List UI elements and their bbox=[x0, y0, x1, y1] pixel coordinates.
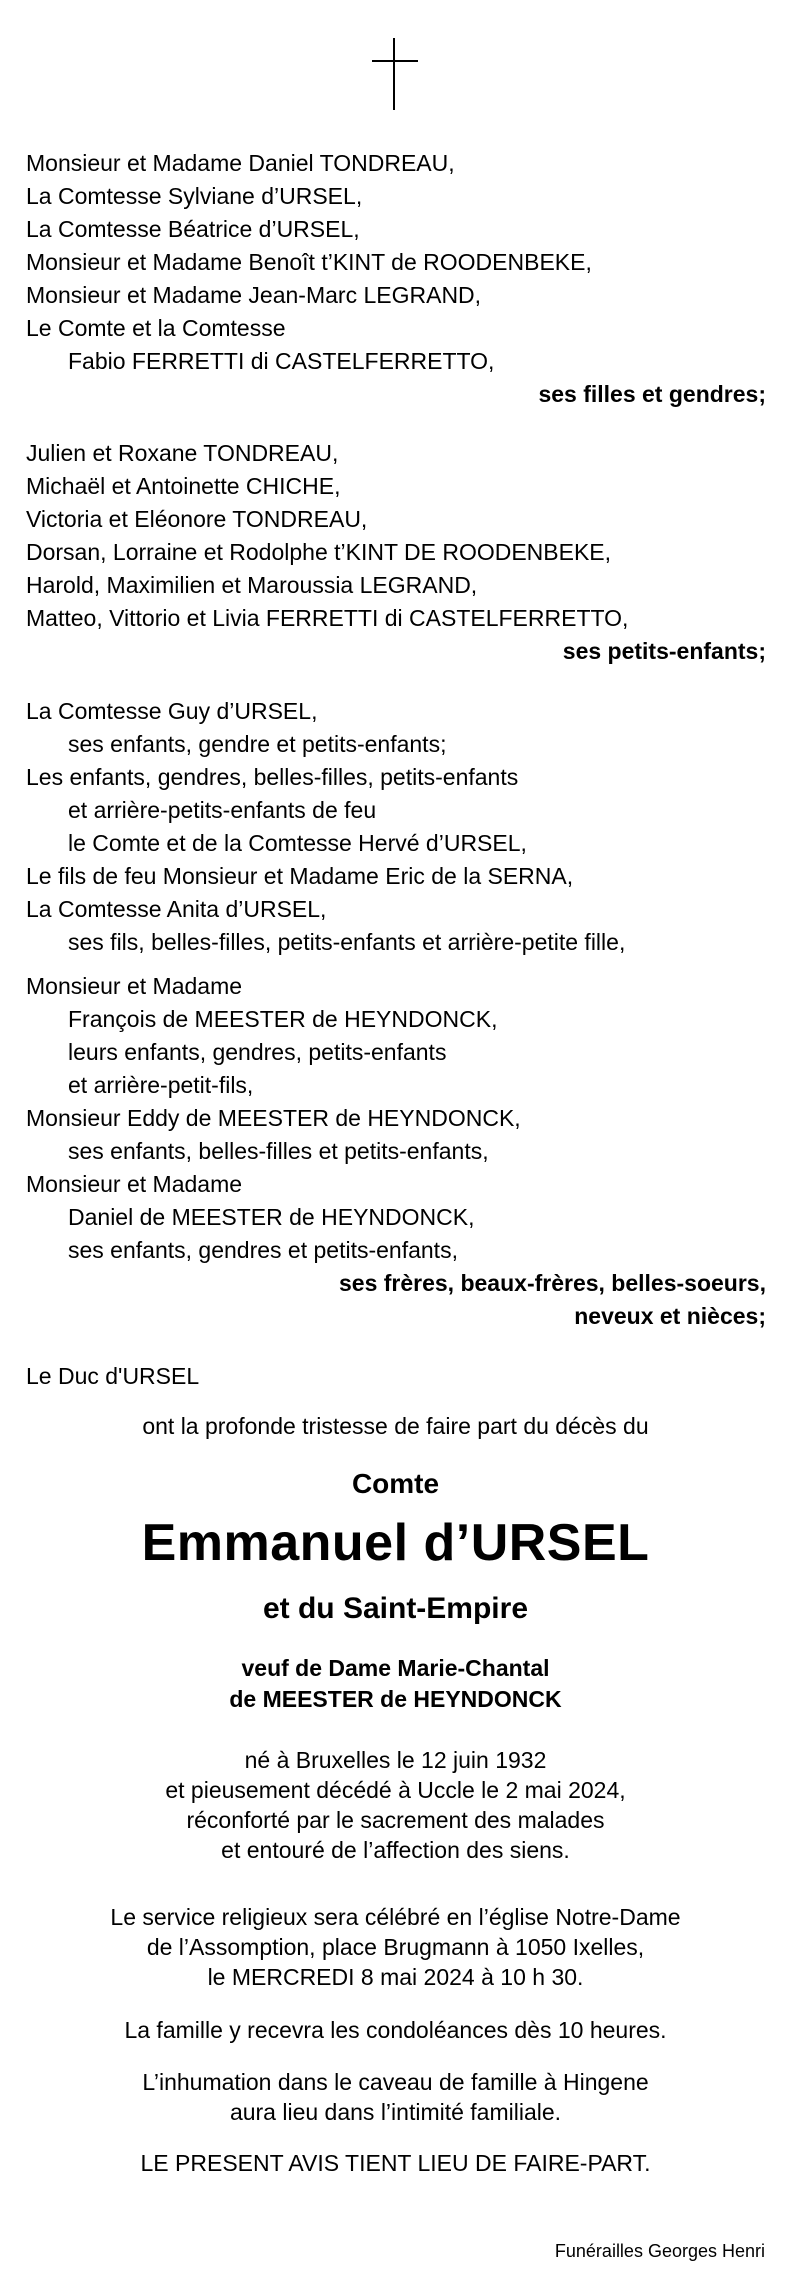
widower-block bbox=[0, 1653, 791, 1715]
birth-death-block bbox=[0, 1745, 791, 1865]
text-line: le MERCREDI 8 mai 2024 à 10 h 30. bbox=[207, 1964, 584, 1990]
text-line: leurs enfants, gendres, petits-enfants bbox=[68, 1039, 447, 1065]
text-line: et arrière-petit-fils, bbox=[68, 1072, 254, 1098]
widower-line: de MEESTER de HEYNDONCK bbox=[229, 1686, 562, 1712]
burial-block bbox=[0, 2067, 791, 2127]
faire-part-text: LE PRESENT AVIS TIENT LIEU DE FAIRE-PART. bbox=[140, 2150, 651, 2176]
text-line: le Comte et de la Comtesse Hervé d’URSEL, bbox=[68, 830, 527, 856]
text-line: Fabio FERRETTI di CASTELFERRETTO, bbox=[68, 348, 495, 374]
text-line: Le fils de feu Monsieur et Madame Eric de la SERNA, bbox=[26, 863, 574, 889]
text-line: La Comtesse Guy d’URSEL, bbox=[26, 698, 318, 724]
subtitle-block bbox=[0, 1588, 791, 1630]
announcement-text: ont la profonde tristesse de faire part du décès du bbox=[142, 1413, 649, 1439]
text-line: Michaël et Antoinette CHICHE, bbox=[26, 473, 341, 499]
text-line: François de MEESTER de HEYNDONCK, bbox=[68, 1006, 498, 1032]
text-line: La Comtesse Sylviane d’URSEL, bbox=[26, 183, 363, 209]
text-line: ses fils, belles-filles, petits-enfants et arrière-petite fille, bbox=[68, 929, 626, 955]
subtitle: et du Saint-Empire bbox=[262, 1592, 529, 1625]
text-line: Dorsan, Lorraine et Rodolphe t’KINT DE ROODENBEKE, bbox=[26, 539, 612, 565]
text-line: L’inhumation dans le caveau de famille à Hingene bbox=[142, 2069, 649, 2095]
text-line: Monsieur et Madame bbox=[26, 973, 243, 999]
family-group-daughters bbox=[26, 147, 766, 411]
title-comte: Comte bbox=[351, 1468, 440, 1499]
announcement bbox=[0, 1410, 791, 1443]
deceased-name-block bbox=[0, 1512, 791, 1574]
text-line: Monsieur et Madame bbox=[26, 1171, 243, 1197]
text-line: ses enfants, gendres et petits-enfants, bbox=[68, 1237, 458, 1263]
widower-line: veuf de Dame Marie-Chantal bbox=[241, 1655, 550, 1681]
text-line: ses enfants, gendre et petits-enfants; bbox=[68, 731, 447, 757]
text-line: réconforté par le sacrement des malades bbox=[186, 1807, 605, 1833]
text-line: Monsieur et Madame Daniel TONDREAU, bbox=[26, 150, 455, 176]
text-line: et pieusement décédé à Uccle le 2 mai 2024, bbox=[165, 1777, 626, 1803]
faire-part-block bbox=[0, 2148, 791, 2178]
text-line: Julien et Roxane TONDREAU, bbox=[26, 440, 339, 466]
relation-label: ses petits-enfants; bbox=[562, 638, 766, 664]
text-line: Monsieur et Madame Jean-Marc LEGRAND, bbox=[26, 282, 482, 308]
service-block bbox=[0, 1902, 791, 1992]
family-group-meester bbox=[26, 970, 766, 1333]
text-line: Victoria et Eléonore TONDREAU, bbox=[26, 506, 368, 532]
text-line: Daniel de MEESTER de HEYNDONCK, bbox=[68, 1204, 475, 1230]
text-line: né à Bruxelles le 12 juin 1932 bbox=[244, 1747, 547, 1773]
duc-line: Le Duc d'URSEL bbox=[26, 1363, 200, 1389]
text-line: Monsieur et Madame Benoît t’KINT de ROODENBEKE, bbox=[26, 249, 592, 275]
funeral-home: Funérailles Georges Henri bbox=[554, 2241, 765, 2261]
family-group-grandchildren bbox=[26, 437, 766, 668]
text-line: et entouré de l’affection des siens. bbox=[221, 1837, 570, 1863]
text-line: Le service religieux sera célébré en l’église Notre-Dame bbox=[110, 1904, 681, 1930]
text-line: Matteo, Vittorio et Livia FERRETTI di CASTELFERRETTO, bbox=[26, 605, 629, 631]
text-line: aura lieu dans l’intimité familiale. bbox=[229, 2099, 562, 2125]
text-line: Monsieur Eddy de MEESTER de HEYNDONCK, bbox=[26, 1105, 521, 1131]
deceased-title bbox=[0, 1464, 791, 1504]
condolences-block bbox=[0, 2015, 791, 2045]
relation-label: neveux et nièces; bbox=[574, 1303, 766, 1329]
condolences-text: La famille y recevra les condoléances dès 10 heures. bbox=[124, 2017, 667, 2043]
text-line: La Comtesse Anita d’URSEL, bbox=[26, 896, 327, 922]
text-line: La Comtesse Béatrice d’URSEL, bbox=[26, 216, 360, 242]
text-line: Les enfants, gendres, belles-filles, petits-enfants bbox=[26, 764, 519, 790]
text-line: de l’Assomption, place Brugmann à 1050 Ixelles, bbox=[146, 1934, 645, 1960]
deceased-name: Emmanuel d’URSEL bbox=[141, 1514, 650, 1572]
duc-block bbox=[26, 1360, 766, 1393]
relation-label: ses filles et gendres; bbox=[538, 381, 766, 407]
family-group-ursel bbox=[26, 695, 766, 959]
relation-label: ses frères, beaux-frères, belles-soeurs, bbox=[338, 1270, 766, 1296]
text-line: et arrière-petits-enfants de feu bbox=[68, 797, 377, 823]
text-line: Le Comte et la Comtesse bbox=[26, 315, 286, 341]
text-line: ses enfants, belles-filles et petits-enfants, bbox=[68, 1138, 489, 1164]
cross-icon bbox=[372, 38, 418, 110]
text-line: Harold, Maximilien et Maroussia LEGRAND, bbox=[26, 572, 478, 598]
